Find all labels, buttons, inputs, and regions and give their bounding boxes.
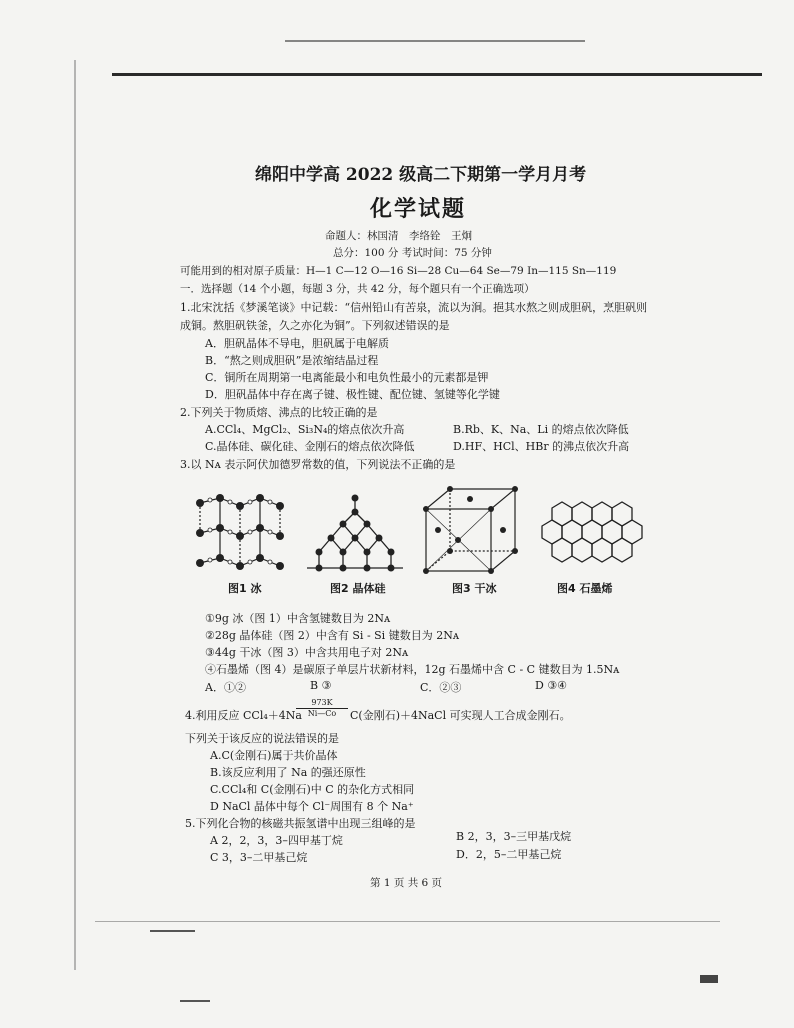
q3-option-b: B ③ bbox=[310, 679, 332, 692]
fig2-caption: 图2 晶体硅 bbox=[330, 582, 386, 595]
q2-option-d: D.HF、HCl、HBr 的沸点依次升高 bbox=[453, 440, 630, 453]
q1-option-b: B．“熬之则成胆矾”是浓缩结晶过程 bbox=[205, 354, 379, 367]
exam-info: 总分：100 分 考试时间：75 分钟 bbox=[333, 247, 492, 259]
q4-option-b: B.该反应利用了 Na 的强还原性 bbox=[210, 766, 366, 779]
bottom-rule bbox=[95, 921, 720, 922]
fig3-caption: 图3 干冰 bbox=[452, 582, 497, 595]
scan-edge bbox=[285, 40, 585, 42]
q2-stem: 2.下列关于物质熔、沸点的比较正确的是 bbox=[180, 406, 378, 419]
q5-option-b: B 2，3，3–三甲基戊烷 bbox=[456, 830, 572, 843]
q4-option-c: C.CCl₄和 C(金刚石)中 C 的杂化方式相同 bbox=[210, 783, 415, 796]
q3-item-2: ②28g 晶体硅（图 2）中含有 Si - Si 键数目为 2Nᴀ bbox=[205, 629, 460, 642]
top-rule bbox=[112, 73, 762, 76]
reaction-arrow bbox=[296, 698, 348, 720]
q3-stem: 3.以 Nᴀ 表示阿伏加德罗常数的值，下列说法不正确的是 bbox=[180, 458, 456, 471]
graphene-structure-figure bbox=[538, 488, 648, 578]
q4-stem: 4.利用反应 CCl₄＋4Na bbox=[185, 709, 302, 722]
q5-option-d: D．2，5–二甲基己烷 bbox=[456, 848, 562, 861]
q3-item-3: ③44g 干冰（图 3）中含共用电子对 2Nᴀ bbox=[205, 646, 409, 659]
scan-mark bbox=[700, 975, 718, 983]
q5-option-c: C 3，3–二甲基己烷 bbox=[210, 851, 308, 864]
q3-option-c: C．②③ bbox=[420, 681, 462, 694]
q5-option-a: A 2，2，3，3–四甲基丁烷 bbox=[210, 834, 343, 847]
q4-option-d: D NaCl 晶体中每个 Cl⁻周围有 8 个 Na⁺ bbox=[210, 800, 414, 813]
q2-option-b: B.Rb、K、Na、Li 的熔点依次降低 bbox=[453, 423, 629, 436]
q5-stem: 5.下列化合物的核磁共振氢谱中出现三组峰的是 bbox=[185, 817, 416, 830]
q3-item-1: ①9g 冰（图 1）中含氢键数目为 2Nᴀ bbox=[205, 612, 391, 625]
ice-structure-figure bbox=[190, 488, 290, 578]
q4-question: 下列关于该反应的说法错误的是 bbox=[185, 732, 339, 745]
atomic-masses: 可能用到的相对原子质量：H—1 C—12 O—16 Si—28 Cu—64 Se—79 In—115 Sn—119 bbox=[180, 265, 617, 277]
scan-mark bbox=[180, 1000, 210, 1002]
q3-item-4: ④石墨烯（图 4）是碳原子单层片状新材料，12g 石墨烯中含 C - C 键数目为 1.5Nᴀ bbox=[205, 663, 620, 676]
scan-border bbox=[74, 60, 76, 970]
authors: 命题人：林国清 李络铨 王炯 bbox=[325, 230, 472, 242]
page-number: 第 1 页 共 6 页 bbox=[370, 877, 443, 889]
q3-option-a: A．①② bbox=[205, 681, 246, 694]
q2-option-a: A.CCl₄、MgCl₂、Si₃N₄的熔点依次升高 bbox=[205, 423, 405, 436]
arrow-condition-bottom: Ni—Co bbox=[307, 709, 337, 718]
subject-title: 化学试题 bbox=[370, 196, 467, 222]
q1-option-c: C．铜所在周期第一电离能最小和电负性最小的元素都是钾 bbox=[205, 371, 489, 384]
q1-stem: 1.北宋沈括《梦溪笔谈》中记载：“信州铅山有苦泉，流以为涧。挹其水熬之则成胆矾，烹胆矾则 bbox=[180, 301, 648, 314]
section-heading: 一．选择题（14 个小题，每题 3 分，共 42 分，每个题只有一个正确选项） bbox=[180, 283, 535, 295]
q1-option-d: D．胆矾晶体中存在离子键、极性键、配位键、氢键等化学键 bbox=[205, 388, 500, 401]
fig4-caption: 图4 石墨烯 bbox=[557, 582, 613, 595]
q1-option-a: A．胆矾晶体不导电，胆矾属于电解质 bbox=[205, 337, 389, 350]
dry-ice-structure-figure bbox=[418, 484, 523, 579]
scan-mark bbox=[150, 930, 195, 932]
q4-option-a: A.C(金刚石)属于共价晶体 bbox=[210, 749, 338, 762]
q2-option-c: C.晶体硅、碳化硅、金刚石的熔点依次降低 bbox=[205, 440, 415, 453]
arrow-condition-top: 973K bbox=[311, 698, 333, 707]
exam-title: 绵阳中学高 2022 级高二下期第一学月月考 bbox=[255, 165, 587, 185]
silicon-structure-figure bbox=[305, 490, 405, 580]
q3-option-d: D ③④ bbox=[535, 679, 568, 692]
q1-stem: 成铜。熬胆矾铁釜，久之亦化为铜”。下列叙述错误的是 bbox=[180, 319, 450, 332]
fig1-caption: 图1 冰 bbox=[228, 582, 262, 595]
q4-stem-products: C(金刚石)＋4NaCl 可实现人工合成金刚石。 bbox=[350, 709, 571, 722]
